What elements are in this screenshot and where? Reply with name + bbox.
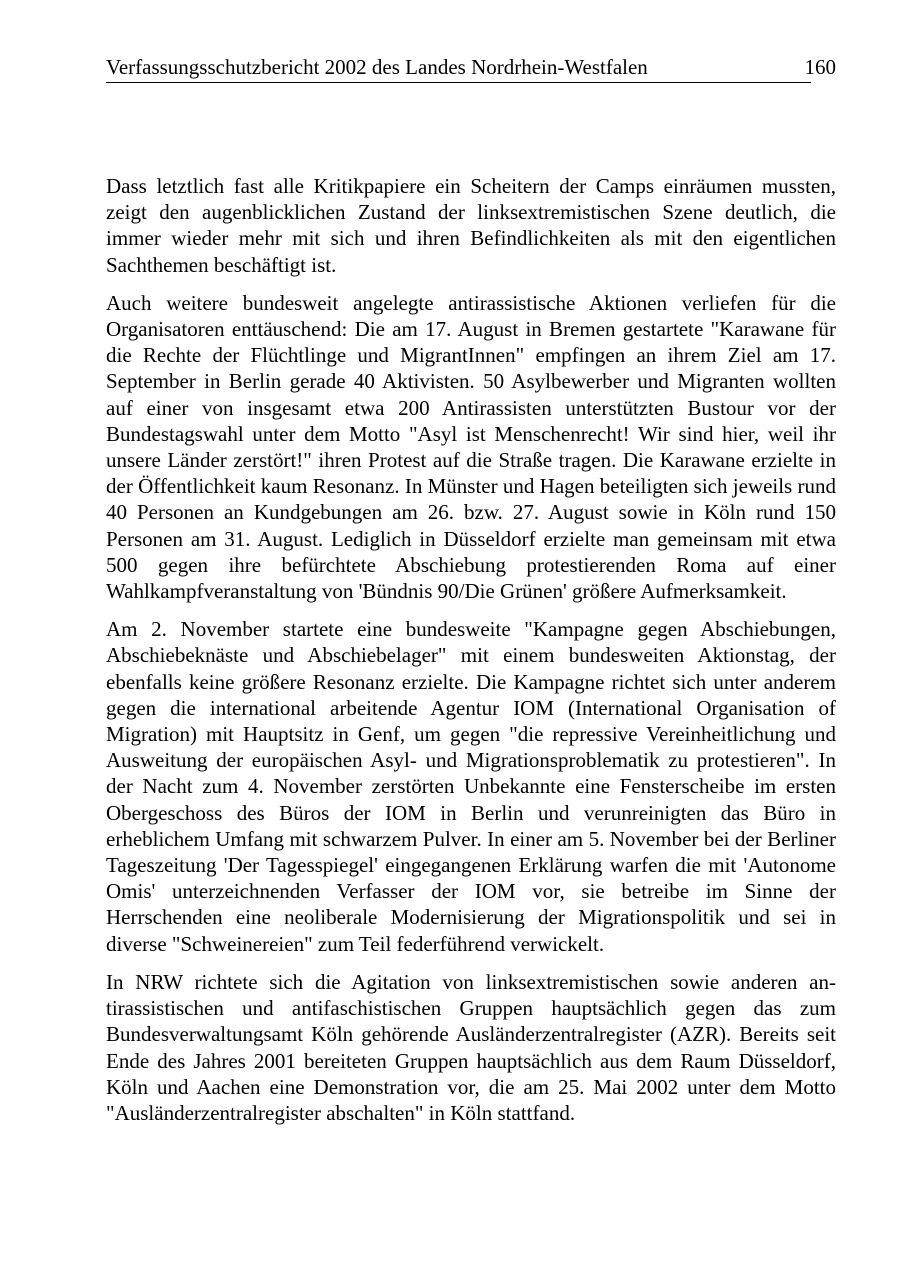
page-number: 160: [804, 55, 836, 79]
body-text: [106, 173, 836, 1138]
running-header: [106, 54, 836, 84]
paragraph-1: Dass letztlich fast alle Kritikpapiere ein Scheitern der Camps einräumen mussten, zeigt den augenblicklichen Zustand der linksextremistischen Szene deutlich, die immer wieder mehr mit sich und ihren Befindlichkeiten als mit den eigentlichen Sachthemen beschäftigt ist.: [106, 174, 836, 277]
paragraph-2: Auch weitere bundesweit angelegte antirassistische Aktionen verliefen für die Organisatoren enttäuschend: Die am 17. August in Bremen gestartete "Karawane für die Rechte der Flüchtlinge und MigrantInnen" empfingen an ihrem Ziel am 17. September in Berlin gerade 40 Aktivisten. 50 Asylbewerber und Migranten wollten auf einer von insgesamt etwa 200 Antirassisten unterstützten Bustour vor der Bundestagswahl unter dem Motto "Asyl ist Menschenrecht! Wir sind hier, weil ihr unsere Länder zerstört!" ihren Protest auf die Straße tragen. Die Karawane erzielte in der Öffentlichkeit kaum Resonanz. In Münster und Hagen beteiligten sich jeweils rund 40 Personen an Kundgebungen am 26. bzw. 27. August sowie in Köln rund 150 Personen am 31. August. Lediglich in Düsseldorf erzielte man gemeinsam mit etwa 500 gegen ihre befürchtete Abschiebung protestierenden Roma auf einer Wahlkampfveranstaltung von 'Bündnis 90/Die Grünen' größere Aufmerksamkeit.: [106, 290, 836, 604]
header-rule: [106, 82, 811, 83]
paragraph-4: In NRW richtete sich die Agitation von linksextremistischen sowie anderen antirassistischen und antifaschistischen Gruppen hauptsächlich gegen das zum Bundesverwaltungsamt Köln gehörende Ausländerzentralregister (AZR). Bereits seit Ende des Jahres 2001 bereiteten Gruppen hauptsächlich aus dem Raum Düsseldorf, Köln und Aachen eine Demonstration vor, die am 25. Mai 2002 unter dem Motto "Ausländerzentralregister abschalten" in Köln stattfand.: [106, 969, 836, 1125]
header-title: Verfassungsschutzbericht 2002 des Landes Nordrhein-Westfalen: [106, 55, 648, 79]
paragraph-3: Am 2. November startete eine bundesweite "Kampagne gegen Abschiebungen, Abschiebeknäste und Abschiebelager" mit einem bundesweiten Aktionstag, der ebenfalls keine größere Resonanz erzielte. Die Kampagne richtet sich unter anderem gegen die international arbeitende Agentur IOM (International Organisation of Migration) mit Hauptsitz in Genf, um gegen "die repressive Vereinheitlichung und Ausweitung der europäischen Asyl- und Migrationsproblematik zu protestieren". In der Nacht zum 4. November zerstörten Unbekannte eine Fensterscheibe im ersten Obergeschoss des Büros der IOM in Berlin und verunreinigten das Büro in erheblichem Umfang mit schwarzem Pulver. In einer am 5. November bei der Berliner Tageszeitung 'Der Tagesspiegel' eingegangenen Erklärung warfen die mit 'Autonome Omis' unterzeichnenden Verfasser der IOM vor, sie betreibe im Sinne der Herrschenden eine neoliberale Modernisierung der Migrationspolitik und sei in diverse "Schweinereien" zum Teil federführend verwickelt.: [106, 617, 836, 956]
